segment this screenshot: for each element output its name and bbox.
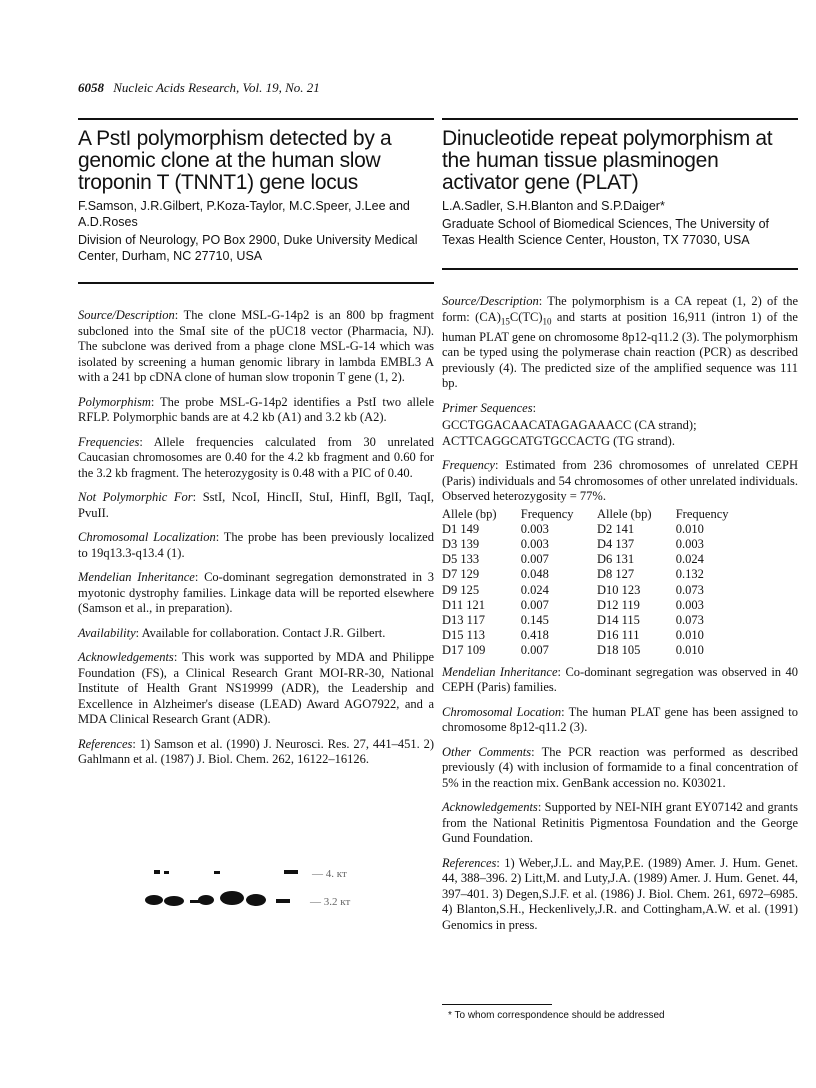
section-label: Acknowledgements [442, 800, 538, 815]
table-cell: 0.003 [520, 536, 549, 551]
table-cell: 0.010 [675, 643, 704, 658]
table-cell: D6 131 [596, 552, 635, 567]
source-description: Source/Description: The polymorphism is a CA repeat (1, 2) of the form: $(CA)_{15}C(TC)_{10}$ and starts at position 16,911 (intron 1) of the human PLAT gene on chromosome 8p12-q11.2 (3). The polymorphism can be typed using the polymerase chain reaction (PCR) as described previously (4). The predicted size of the amplified sequence was 111 bp. [442, 294, 799, 390]
right-title: Dinucleotide repeat polymorphism at the human tissue plasminogen activator gene (PLAT) [442, 127, 773, 194]
table-cell: 0.132 [675, 567, 704, 582]
section-text: Available for collaboration. Contact J.R. Gilbert. [141, 625, 386, 640]
table-cell: 0.024 [675, 552, 704, 567]
title-rule-top [442, 118, 798, 120]
column-header: Allele (bp) [596, 506, 652, 521]
gel-label-upper: — 4. кт [312, 868, 347, 880]
table-cell: D4 137 [596, 536, 635, 551]
left-title: A PstI polymorphism detected by a genomic clone at the human slow troponin T (TNNT1) gene locus [78, 127, 392, 194]
section-text: Co-dominant segregation was observed in 40 CEPH (Paris) families. [442, 664, 798, 695]
section-label: Primer Sequences [442, 400, 533, 415]
primer-heading: Primer Sequences: [442, 400, 537, 415]
right-article [442, 118, 798, 942]
section-text: The probe MSL-G-14p2 identifies a PstI two allele RFLP. Polymorphic bands are at 4.2 kb (A1) and 3.2 kb (A2). [78, 394, 435, 424]
gel-label-lower: — 3.2 кт [310, 896, 351, 908]
section-paragraph: Polymorphism: The probe MSL-G-14p2 identifies a PstI two allele RFLP. Polymorphic bands are at 4.2 kb (A1) and 3.2 kb (A2). [78, 394, 435, 424]
table-row [442, 643, 752, 658]
gel-image [140, 860, 400, 930]
section-label: Source/Description [78, 308, 175, 322]
table-cell: D11 121 [442, 597, 485, 612]
table-cell: D2 141 [596, 521, 635, 536]
section-label: Availability [78, 625, 136, 640]
journal-citation: Nucleic Acids Research, Vol. 19, No. 21 [113, 80, 320, 95]
table-cell: D17 109 [442, 643, 486, 658]
table-cell: 0.007 [520, 643, 549, 658]
section-paragraph: Chromosomal Localization: The probe has been previously localized to 19q13.3-q13.4 (1). [78, 530, 434, 560]
frequency-section: Frequency: Estimated from 236 chromosomes of unrelated CEPH (Paris) individuals and 54 chromosomes of other unrelated individuals. Observed heterozygosity = 77%. [442, 458, 798, 503]
footnote: * To whom correspondence should be addressed [448, 1010, 665, 1021]
section-text: SstI, NcoI, HincII, StuI, HinfI, BglI, TaqI, PvuII. [78, 490, 434, 520]
section-text: The probe has been previously localized to 19q13.3-q13.4 (1). [78, 530, 434, 560]
left-article [78, 118, 434, 777]
section-paragraph: Chromosomal Location: The human PLAT gene has been assigned to chromosome 8p12-q11.2 (3). [442, 704, 798, 735]
section-text: Supported by NEI-NIH grant EY07142 and grants from the National Retinitis Pigmentosa Foundation and the George Gund Foundation. [442, 800, 798, 846]
table-cell: D7 129 [442, 567, 480, 582]
table-row [442, 522, 752, 537]
table-cell: D12 119 [596, 597, 640, 612]
section-paragraph: Source/Description: The clone MSL-G-14p2 is an 800 bp fragment subcloned into the SmaI site of the pUC18 vector (Pharmacia, NJ). The subclone was derived from a phage clone MSL-G-14 which was isolated by screening a human genomic library in lambda EMBL3 A with a 241 bp cDNA clone of human slow troponin T gene (1, 2). [78, 308, 435, 384]
table-cell: 0.073 [675, 612, 704, 627]
left-affiliation: Division of Neurology, PO Box 2900, Duke University Medical Center, Durham, NC 27710, USA [78, 233, 418, 263]
table-cell: 0.048 [520, 567, 549, 582]
section-paragraph: Availability: Available for collaboration. Contact J.R. Gilbert. [78, 625, 386, 640]
section-text: The PCR reaction was performed as described previously (4) with inclusion of formamide to a final concentration of 5% in the reaction mix. GenBank accession no. K03021. [442, 744, 798, 790]
section-label: Polymorphism [78, 394, 151, 409]
section-paragraph: Acknowledgements: This work was supported by MDA and Philippe Foundation (FS), a Clinical Research Grant MOI-RR-30, National Institute of Health Grant NS19999 (ADR), the Leadership and Excellence in Alzheimer's disease (LEAD) Award AGO7922, and a MDA Clinical Research Grant (ADR). [78, 650, 434, 726]
section-text: Allele frequencies calculated from 30 unrelated Caucasian chromosomes are 0.40 for the 4.2 kb fragment and 0.60 for the 3.2 kb fragment. The heterozygosity is 0.48 with a PIC of 0.40. [78, 434, 434, 480]
section-label: Mendelian Inheritance [442, 664, 558, 679]
primer-1: GCCTGGACAACATAGAGAAACC (CA strand); [442, 418, 697, 432]
section-label: Frequencies [78, 434, 140, 449]
table-cell: D14 115 [596, 612, 640, 627]
right-affiliation: Graduate School of Biomedical Sciences, The University of Texas Health Science Center, Houston, TX 77030, USA [442, 217, 770, 247]
table-cell: 0.003 [675, 597, 704, 612]
section-paragraph: References: 1) Samson et al. (1990) J. Neurosci. Res. 27, 441–451. 2) Gahlmann et al. (1987) J. Biol. Chem. 262, 16122–16126. [78, 736, 434, 766]
section-label: Acknowledgements [78, 650, 174, 664]
table-cell: 0.010 [675, 521, 704, 536]
title-rule-bottom [442, 268, 798, 270]
table-cell: 0.010 [675, 628, 704, 643]
section-label: Mendelian Inheritance [78, 570, 195, 584]
section-label: Chromosomal Localization [78, 530, 216, 544]
section-paragraph: Mendelian Inheritance: Co-dominant segregation was observed in 40 CEPH (Paris) families. [442, 664, 798, 695]
table-row [442, 598, 752, 613]
table-cell: 0.073 [675, 582, 704, 597]
table-cell: 0.024 [520, 582, 549, 597]
table-row [442, 552, 752, 567]
table-cell: 0.145 [520, 612, 549, 627]
section-label: Chromosomal Location [442, 704, 562, 719]
section-label: Frequency [442, 458, 495, 472]
left-authors: F.Samson, J.R.Gilbert, P.Koza-Taylor, M.C.Speer, J.Lee and A.D.Roses [78, 199, 410, 229]
column-header: Frequency [675, 506, 729, 521]
section-label: Other Comments [442, 744, 532, 759]
table-cell: D16 111 [596, 628, 640, 643]
primer-2: ACTTCAGGCATGTGCCACTG (TG strand). [442, 433, 675, 448]
section-paragraph: Frequencies: Allele frequencies calculated from 30 unrelated Caucasian chromosomes are 0.40 for the 4.2 kb fragment and 0.60 for the 3.2 kb fragment. The heterozygosity is 0.48 with a PIC of 0.40. [78, 434, 434, 480]
table-row [442, 613, 752, 628]
table-cell: D1 149 [442, 521, 480, 536]
section-text: 1) Samson et al. (1990) J. Neurosci. Res. 27, 441–451. 2) Gahlmann et al. (1987) J. Biol. Chem. 262, 16122–16126. [78, 736, 434, 766]
section-text: Co-dominant segregation demonstrated in 3 myotonic dystrophy families. Linkage data will be reported elsewhere (Samson et al., in preparation). [78, 570, 434, 615]
section-text: This work was supported by MDA and Philippe Foundation (FS), a Clinical Research Grant MOI-RR-30, National Institute of Health Grant NS19999 (ADR), the Leadership and Excellence in Alzheimer's disease (LEAD) Award AGO7922, and a MDA Clinical Research Grant (ADR). [78, 650, 434, 726]
table-cell: D18 105 [596, 643, 641, 658]
title-rule-top [78, 118, 434, 120]
running-header [78, 80, 320, 96]
column-header: Frequency [520, 506, 574, 521]
frequency-table [442, 507, 752, 659]
table-cell: D10 123 [596, 582, 641, 597]
section-paragraph: Not Polymorphic For: SstI, NcoI, HincII, StuI, HinfI, BglI, TaqI, PvuII. [78, 490, 434, 520]
table-row [442, 628, 752, 643]
table-header-row [442, 507, 752, 522]
left-sections [78, 308, 434, 768]
table-cell: 0.003 [520, 521, 549, 536]
section-label: References [78, 736, 133, 751]
table-cell: 0.418 [520, 628, 549, 643]
table-row [442, 583, 752, 598]
table-cell: D3 139 [442, 536, 480, 551]
right-authors: L.A.Sadler, S.H.Blanton and S.P.Daiger* [442, 199, 665, 213]
title-rule-bottom [78, 282, 434, 284]
section-paragraph: Other Comments: The PCR reaction was performed as described previously (4) with inclusion of formamide to a final concentration of 5% in the reaction mix. GenBank accession no. K03021. [442, 744, 798, 790]
page-number: 6058 [78, 80, 104, 95]
right-sections [442, 665, 798, 934]
table-row [442, 567, 752, 582]
table-cell: 0.007 [520, 597, 549, 612]
section-label: References [442, 855, 497, 870]
footnote-rule [442, 1004, 552, 1005]
table-cell: D5 133 [442, 552, 480, 567]
table-cell: D13 117 [442, 612, 485, 627]
section-text: 1) Weber,J.L. and May,P.E. (1989) Amer. J. Hum. Genet. 44, 388–396. 2) Litt,M. and Luty,J.A. (1989) Amer. J. Hum. Genet. 44, 397–401. 3) Degen,S.J.F. et al. (1986) J. Biol. Chem. 261, 6972–6985. 4) Blanton,S.H., Heckenlively,J.R. and Cottingham,A.W. et al. (1991) Genomics in press. [442, 855, 798, 932]
table-cell: 0.003 [675, 536, 704, 551]
table-cell: D9 125 [442, 582, 480, 597]
table-cell: D8 127 [596, 567, 635, 582]
section-label: Source/Description [442, 294, 539, 308]
column-header: Allele (bp) [442, 506, 497, 521]
section-paragraph: Mendelian Inheritance: Co-dominant segregation demonstrated in 3 myotonic dystrophy families. Linkage data will be reported elsewhere (Samson et al., in preparation). [78, 570, 434, 615]
section-label: Not Polymorphic For [78, 490, 193, 504]
section-paragraph: References: 1) Weber,J.L. and May,P.E. (1989) Amer. J. Hum. Genet. 44, 388–396. 2) Litt,M. and Luty,J.A. (1989) Amer. J. Hum. Genet. 44, 397–401. 3) Degen,S.J.F. et al. (1986) J. Biol. Chem. 261, 6972–6985. 4) Blanton,S.H., Heckenlively,J.R. and Cottingham,A.W. et al. (1991) Genomics in press. [442, 855, 798, 932]
section-text: The human PLAT gene has been assigned to chromosome 8p12-q11.2 (3). [442, 704, 798, 735]
table-row [442, 537, 752, 552]
section-paragraph: Acknowledgements: Supported by NEI-NIH grant EY07142 and grants from the National Retinitis Pigmentosa Foundation and the George Gund Foundation. [442, 800, 798, 846]
table-cell: D15 113 [442, 628, 485, 643]
section-text: The clone MSL-G-14p2 is an 800 bp fragment subcloned into the SmaI site of the pUC18 vector (Pharmacia, NJ). The subclone was derived from a phage clone MSL-G-14 which was isolated by screening a human genomic library in lambda EMBL3 A with a 241 bp cDNA clone of human slow troponin T gene (1, 2). [78, 308, 435, 384]
table-cell: 0.007 [520, 552, 549, 567]
